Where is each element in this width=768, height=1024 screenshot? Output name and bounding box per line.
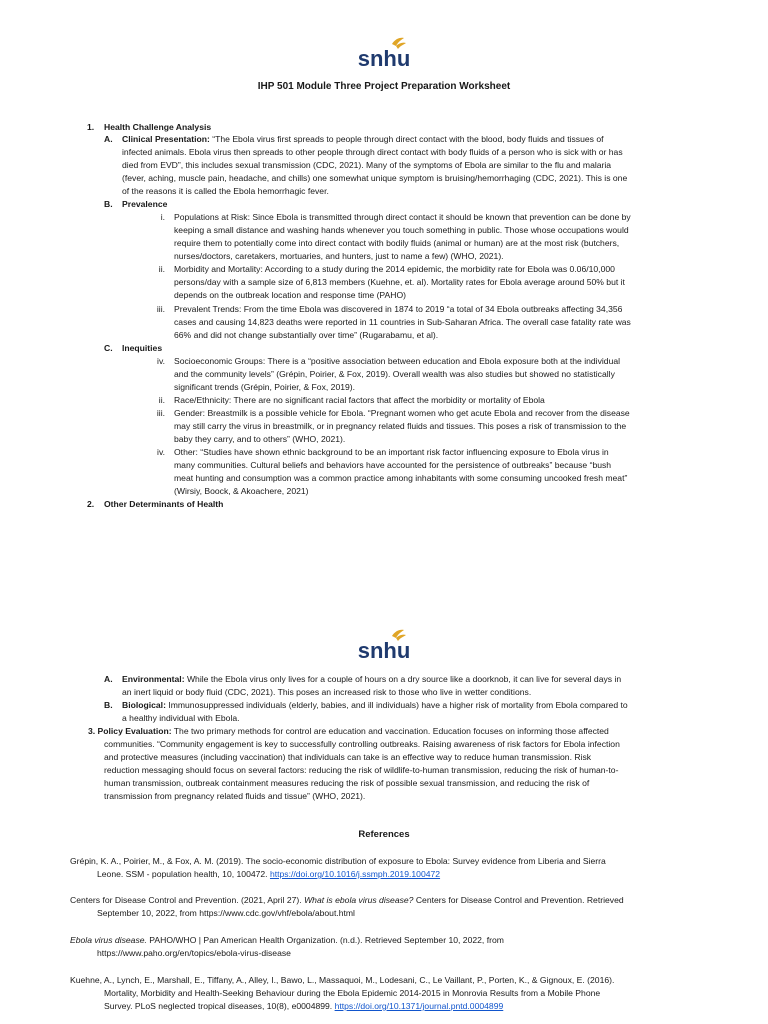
s1-b-ii-line3: depends on the outbreak location and response time (PAHO) [174,290,407,300]
s2-a-line1 [122,673,621,686]
s1-c-iv-line2: and the community levels” (Grépin, Poirier, & Fox, 2019). Overall wealth was also studies but showed no statistically [174,369,615,379]
snhu-logo-mark-page2 [352,628,416,668]
section-1-number: 1. [87,122,95,132]
s1-b-i-line3: require them to potentially come into direct contact with bodily fluids (animal or human) are at the most risk (butchers, [174,238,620,248]
s1-c-iv2-line4: (Wirsiy, Boock, & Akoachere, 2021) [174,486,309,496]
s1-c-iv2-line1: Other: “Studies have shown ethnic background to be an important risk factor influencing exposure to Ebola virus in [174,447,609,457]
s2-a-text1: While the Ebola virus only lives for a couple of hours on a dry source like a doorknob, it can live for several days in [184,674,622,684]
ref-2-text1a: Centers for Disease Control and Prevention. (2021, April 27). [70,895,305,905]
s1-a-letter: A. [104,134,113,144]
logo-wordmark: snhu [357,46,411,71]
ref-1-line2 [97,868,440,881]
snhu-logo [352,36,416,76]
s1-b-ii-num: ii. [158,264,165,274]
ref-1-doi-link[interactable]: https://doi.org/10.1016/j.ssmph.2019.100472 [269,869,441,879]
s1-a-text1: “The Ebola virus first spreads to people through direct contact with the blood, body fluids and tissues of [212,134,604,144]
s1-c-ii-num: ii. [158,395,165,405]
s1-a-line5: of the reasons it is called the Ebola hemorrhagic fever. [122,186,329,196]
s1-a-line4: (fever, aching, muscle pain, headache, and chills) one somewhat unique symptom is bruising/hemorrhaging (CDC, 2021). This is one [122,173,628,183]
ref-4-text3: Survey. PLoS neglected tropical diseases, 10(8), e0004899. [104,1001,335,1011]
ref-4-line2: Mortality, Morbidity and Health-Seeking Behaviour during the Ebola Epidemic 2014-2015 in Monrovia Results from a Mobile Phone [104,988,601,998]
s1-c-iv-line3: significant trends (Grépin, Poirier, & Fox, 2019). [174,382,356,392]
ref-4-doi-link[interactable]: https://doi.org/10.1371/journal.pntd.0004899 [334,1001,504,1011]
s2-b-label: Biological: [122,700,166,710]
document-title: IHP 501 Module Three Project Preparation Worksheet [257,81,511,92]
s1-c-iii-num: iii. [156,408,165,418]
section-2-number: 2. [87,499,95,509]
ref-3-text1b: PAHO/WHO | Pan American Health Organization. (n.d.). Retrieved September 10, 2022, from [146,935,504,945]
s1-b-i-num: i. [160,212,165,222]
s1-b-iii-num: iii. [156,304,165,314]
s1-c-iii-line1: Gender: Breastmilk is a possible vehicle for Ebola. “Pregnant women who get acute Ebola and recover from the disease [174,408,630,418]
s2-b-text1: Immunosuppressed individuals (elderly, babies, and ill individuals) have a higher risk of mortality from Ebola compared to [165,700,628,710]
snhu-logo-page2 [352,628,416,668]
s1-b-ii-line2: persons/day with a sample size of 6,813 members (Kuehne, et. al). Mortality rates for Ebola average around 50% but it [174,277,625,287]
s2-a-line2: an inert liquid or body fluid (CDC, 2021). This poses an increased risk to those who live in wetter conditions. [122,687,532,697]
section-2-heading: Other Determinants of Health [104,499,224,509]
s2-b-line2: a healthy individual with Ebola. [122,713,240,723]
s1-b-i-line1: Populations at Risk: Since Ebola is transmitted through direct contact it should be known that prevention can be done by [174,212,631,222]
ref-1-line1: Grépin, K. A., Poirier, M., & Fox, A. M. (2019). The socio-economic distribution of exposure to Ebola: Survey evidence from Liberia and Sierra [70,856,606,866]
s1-a-label: Clinical Presentation: [122,134,210,144]
s1-c-iv2-line2: many communities. Cultural beliefs and behaviors have accounted for the persistence of outbreaks” because “bush [174,460,612,470]
s1-c-iv-num: iv. [157,356,165,366]
s1-b-iii-line1: Prevalent Trends: From the time Ebola was discovered in 1874 to 2019 “a total of 34 Ebola outbreaks affecting 34,356 [174,304,623,314]
s3-line6: transmission from pregnancy related fluids and tissue” (WHO, 2021). [104,791,366,801]
ref-1-text2: Leone. SSM - population health, 10, 100472. [97,869,270,879]
s1-c-label: Inequities [122,343,163,353]
s1-a-line3: died from EVD”, this includes sexual transmission (CDC, 2021). Many of the symptoms of Ebola are similar to the flu and malaria [122,160,612,170]
s3-line1 [88,725,609,738]
s1-c-iv2-num: iv. [157,447,165,457]
ref-2-line1 [70,894,624,907]
ref-2-text1c: Centers for Disease Control and Prevention. Retrieved [413,895,624,905]
s1-c-letter: C. [104,343,113,353]
s1-c-iii-line2: may still carry the virus in breastmilk, or in pregnancy related fluids and tissues. This poses a risk of transmission to the [174,421,627,431]
s1-a-line1 [122,133,604,146]
s3-line2: communities. “Community engagement is key to successfully controlling outbreaks. Raising awareness of risk factors for Ebola infection [104,739,620,749]
s1-b-i-line2: keeping a small distance and washing hands whenever you touch something in public. Those whose occupations would [174,225,629,235]
ref-4-line1: Kuehne, A., Lynch, E., Marshall, E., Tiffany, A., Alley, I., Bawo, L., Massaquoi, M., Lodesani, C., Le Vaillant, P., Porten, K., & Gignoux, E. (2016). [70,975,615,985]
logo-wordmark-page2: snhu [357,638,411,663]
s2-b-letter: B. [104,700,113,710]
ref-3-line1 [70,934,504,947]
ref-2-title: What is ebola virus disease? [304,895,414,905]
ref-2-line2: September 10, 2022, from https://www.cdc.gov/vhf/ebola/about.html [97,908,355,918]
s1-b-iii-line2: cases and causing 14,823 deaths were reported in 11 countries in Sub-Saharan Africa. The overall case fatality rate was [174,317,631,327]
s3-label: 3. Policy Evaluation: [88,726,172,736]
s1-b-ii-line1: Morbidity and Mortality: According to a study during the 2014 epidemic, the morbidity rate for Ebola was 0.06/10,000 [174,264,615,274]
s2-a-label: Environmental: [122,674,185,684]
s1-c-ii-line1: Race/Ethnicity: There are no significant racial factors that affect the morbidity or mortality of Ebola [174,395,545,405]
s1-a-line2: infected animals. Ebola virus then spreads to other people through direct contact with body fluids of a person who is sick with or has [122,147,623,157]
ref-3-title: Ebola virus disease. [70,935,147,945]
s1-b-letter: B. [104,199,113,209]
s1-c-iii-line3: baby they carry, and to others” (WHO, 2021). [174,434,346,444]
ref-3-line2: https://www.paho.org/en/topics/ebola-virus-disease [97,948,291,958]
s1-b-label: Prevalence [122,199,168,209]
s3-text1: The two primary methods for control are education and vaccination. Education focuses on informing those affected [171,726,609,736]
s2-b-line1 [122,699,628,712]
s1-c-iv2-line3: meat hunting and consumption was a common practice among inhabitants with some consuming uncooked fresh meat” [174,473,628,483]
references-heading: References [358,829,410,840]
s3-line4: reduction messaging should focus on several factors: reducing the risk of wildlife-to-human transmission, reducing the risk of human-to- [104,765,619,775]
section-1-heading: Health Challenge Analysis [104,122,212,132]
ref-4-line3 [104,1000,503,1013]
s3-line3: and protective measures (including vaccination) that individuals can take is an effective way to reduce human transmission. Risk [104,752,592,762]
snhu-logo-mark [352,36,416,76]
s2-a-letter: A. [104,674,113,684]
s3-line5: human transmission, outbreak containment measures reducing the risk of possible sexual transmission, and reducing the risk of [104,778,590,788]
s1-b-i-line4: nurses/doctors, caretakers, mortuaries, and hunters, just to name a few) (WHO, 2021). [174,251,504,261]
s1-c-iv-line1: Socioeconomic Groups: There is a “positive association between education and Ebola exposure both at the individual [174,356,621,366]
s1-b-iii-line3: 66% and did not change substantially over time” (Rugarabamu, et al). [174,330,439,340]
